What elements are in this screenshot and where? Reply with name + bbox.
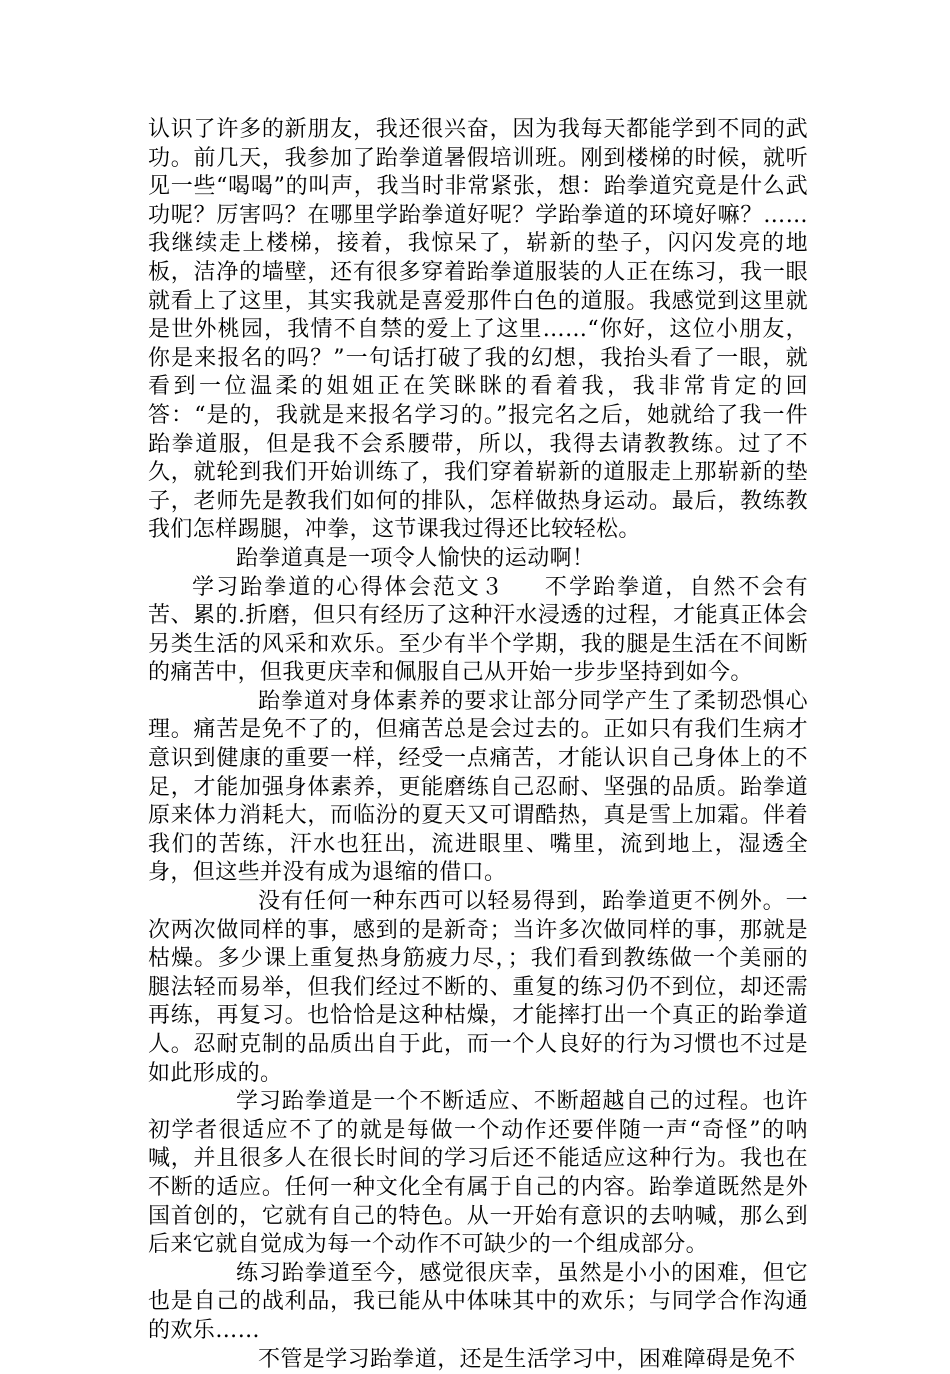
paragraph-essay-3-opening [148, 574, 808, 688]
essay-opening-text: 不学跆拳道，自然不会有苦、累的.折磨，但只有经历了这种汗水浸透的过程，才能真正体会另类生活的风采和欢乐。至少有半个学期，我的腿是生活在不间断的痛苦中，但我更庆幸和佩服自己从开始一步步坚持到如今。 [148, 574, 808, 686]
paragraph-physical-quality: 跆拳道对身体素养的要求让部分同学产生了柔韧恐惧心理。痛苦是免不了的，但痛苦总是会过去的。正如只有我们生病才意识到健康的重要一样，经受一点痛苦，才能认识自己身体上的不足，才能加强身体素养，更能磨练自己忍耐、坚强的品质。跆拳道原来体力消耗大，而临汾的夏天又可谓酷热，真是雪上加霜。伴着我们的苦练，汗水也狂出，流进眼里、嘴里，流到地上，湿透全身，但这些并没有成为退缩的借口。 [148, 688, 808, 886]
document-page [148, 116, 808, 1374]
paragraph-intro: 认识了许多的新朋友，我还很兴奋，因为我每天都能学到不同的武功。前几天，我参加了跆拳道暑假培训班。刚到楼梯的时候，就听见一些“喝喝”的叫声，我当时非常紧张，想：跆拳道究竟是什么武功呢？厉害吗？在哪里学跆拳道好呢？学跆拳道的环境好嘛？……我继续走上楼梯，接着，我惊呆了，崭新的垫子，闪闪发亮的地板，洁净的墙壁，还有很多穿着跆拳道服装的人正在练习，我一眼就看上了这里，其实我就是喜爱那件白色的道服。我感觉到这里就是世外桃园，我情不自禁的爱上了这里……“你好，这位小朋友，你是来报名的吗？”一句话打破了我的幻想，我抬头看了一眼，就看到一位温柔的姐姐正在笑眯眯的看着我，我非常肯定的回答：“是的，我就是来报名学习的。”报完名之后，她就给了我一件跆拳道服，但是我不会系腰带，所以，我得去请教教练。过了不久，就轮到我们开始训练了，我们穿着崭新的道服走上那崭新的垫子，老师先是教我们如何的排队，怎样做热身运动。最后，教练教我们怎样踢腿，冲拳，这节课我过得还比较轻松。 [148, 117, 808, 543]
paragraph-exclamation: 跆拳道真是一项令人愉快的运动啊！ [236, 545, 595, 571]
paragraph-closing: 不管是学习跆拳道，还是生活学习中，困难障碍是免不 [258, 1346, 796, 1372]
paragraph-joy: 练习跆拳道至今，感觉很庆幸，虽然是小小的困难，但它也是自己的战利品，我已能从中体味其中的欢乐；与同学合作沟通的欢乐…… [148, 1260, 808, 1343]
paragraph-adaptation: 学习跆拳道是一个不断适应、不断超越自己的过程。也许初学者很适应不了的就是每做一个动作还要伴随一声“奇怪”的呐喊，并且很多人在很长时间的学习后还不能适应这种行为。我也在不断的适应。任何一种文化全有属于自己的内容。跆拳道既然是外国首创的，它就有自己的特色。从一开始有意识的去呐喊，那么到后来它就自觉成为每一个动作不可缺少的一个组成部分。 [148, 1089, 808, 1258]
paragraph-perseverance: 没有任何一种东西可以轻易得到，跆拳道更不例外。一次两次做同样的事，感到的是新奇；当许多次做同样的事，那就是枯燥。多少课上重复热身筋疲力尽，；我们看到教练做一个美丽的腿法轻而易举，但我们经过不断的、重复的练习仍不到位，却还需再练，再复习。也恰恰是这种枯燥，才能摔打出一个真正的跆拳道人。忍耐克制的品质出自于此，而一个人良好的行为习惯也不过是如此形成的。 [148, 889, 808, 1086]
essay-heading: 学习跆拳道的心得体会范文３ [192, 574, 505, 600]
